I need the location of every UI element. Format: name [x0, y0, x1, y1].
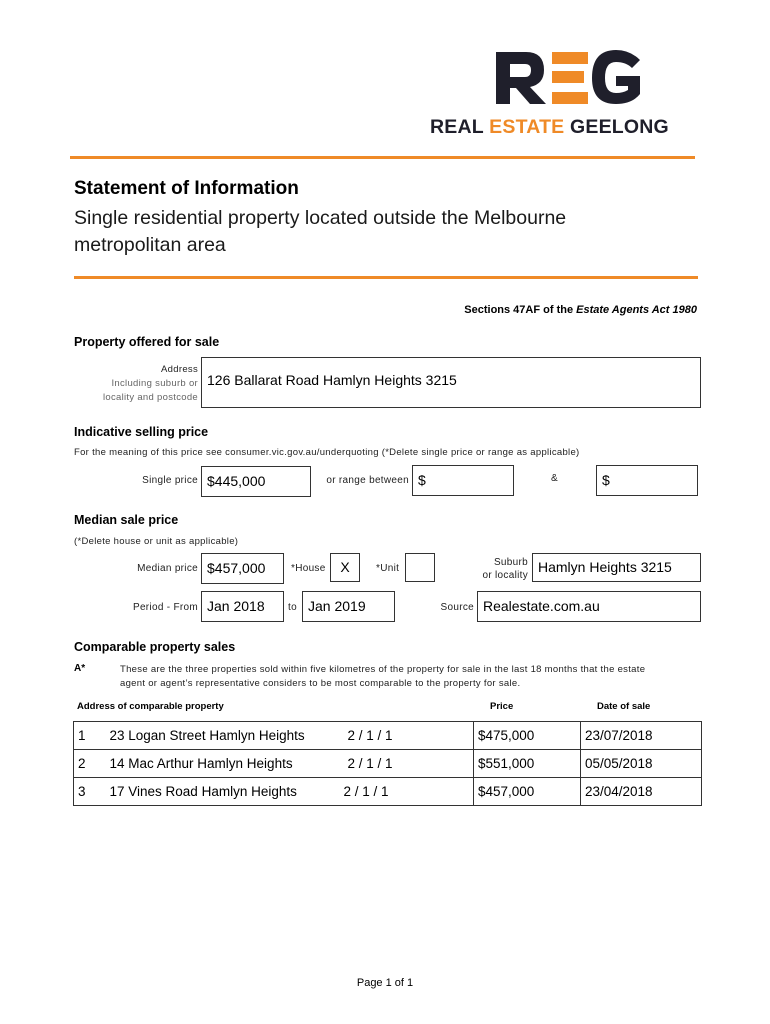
document-subtitle: Single residential property located outside the Melbourne metropolitan area: [74, 207, 567, 256]
comparable-description: These are the three properties sold within five kilometres of the property for sale in the last 18 months that the estate agent or agent’s representative considers to be most comparable to the property for sale.: [120, 664, 646, 689]
comparable-table: [73, 721, 702, 806]
row-number: 1: [74, 722, 106, 750]
row-price: $551,000: [474, 750, 581, 778]
document-title: Statement of Information: [74, 178, 299, 199]
comparable-marker: A*: [74, 663, 86, 674]
row-config: 2 / 1 / 1: [338, 722, 474, 750]
row-price: $457,000: [474, 778, 581, 806]
row-date: 05/05/2018: [581, 750, 702, 778]
row-config: 2 / 1 / 1: [338, 750, 474, 778]
row-address: 14 Mac Arthur Hamlyn Heights: [106, 750, 338, 778]
header-divider: [70, 156, 695, 159]
legislation-reference: Sections 47AF of the Estate Agents Act 1980: [464, 304, 697, 316]
indicative-note: For the meaning of this price see consumer.vic.gov.au/underquoting (*Delete single price or range as applicable): [74, 447, 580, 458]
page-footer: Page 1 of 1: [356, 977, 414, 989]
range-to-field[interactable]: $: [596, 465, 698, 496]
reg-logo-mark: [492, 46, 642, 106]
unit-label: *Unit: [376, 563, 400, 574]
period-from-label: Period - From: [132, 602, 198, 613]
row-number: 2: [74, 750, 106, 778]
range-and-label: &: [551, 473, 558, 484]
col-date-header: Date of sale: [597, 701, 651, 712]
period-from-field[interactable]: Jan 2018: [201, 591, 284, 622]
row-number: 3: [74, 778, 106, 806]
median-price-label: Median price: [137, 563, 198, 574]
address-label: Address Including suburb or locality and postcode: [102, 364, 198, 403]
comparable-heading: Comparable property sales: [74, 640, 236, 654]
table-row: [74, 778, 702, 806]
row-address: 17 Vines Road Hamlyn Heights: [106, 778, 338, 806]
reg-logo-wordmark: REAL ESTATE GEELONG: [430, 116, 669, 138]
row-date: 23/07/2018: [581, 722, 702, 750]
row-address: 23 Logan Street Hamlyn Heights: [106, 722, 338, 750]
source-field[interactable]: Realestate.com.au: [477, 591, 701, 622]
table-row: [74, 722, 702, 750]
suburb-label: Suburb or locality: [482, 557, 528, 581]
median-heading: Median sale price: [74, 513, 179, 527]
source-label: Source: [440, 602, 474, 613]
house-checkbox[interactable]: X: [330, 553, 360, 582]
col-price-header: Price: [490, 701, 514, 712]
table-row: [74, 750, 702, 778]
period-to-label: to: [288, 602, 297, 613]
row-config: 2 / 1 / 1: [338, 778, 474, 806]
range-from-field[interactable]: $: [412, 465, 514, 496]
house-label: *House: [291, 563, 326, 574]
median-note: (*Delete house or unit as applicable): [74, 536, 239, 547]
period-to-field[interactable]: Jan 2019: [302, 591, 395, 622]
row-price: $475,000: [474, 722, 581, 750]
row-date: 23/04/2018: [581, 778, 702, 806]
median-price-field[interactable]: $457,000: [201, 553, 284, 584]
suburb-field[interactable]: Hamlyn Heights 3215: [532, 553, 701, 582]
single-price-field[interactable]: $445,000: [201, 466, 311, 497]
reg-logo: [430, 46, 700, 141]
col-address-header: Address of comparable property: [77, 701, 224, 712]
property-heading: Property offered for sale: [74, 335, 220, 349]
address-field[interactable]: 126 Ballarat Road Hamlyn Heights 3215: [201, 357, 701, 408]
range-label: or range between: [326, 475, 409, 486]
indicative-heading: Indicative selling price: [74, 425, 209, 439]
unit-checkbox[interactable]: [405, 553, 435, 582]
title-divider: [74, 276, 698, 279]
single-price-label: Single price: [142, 475, 198, 486]
